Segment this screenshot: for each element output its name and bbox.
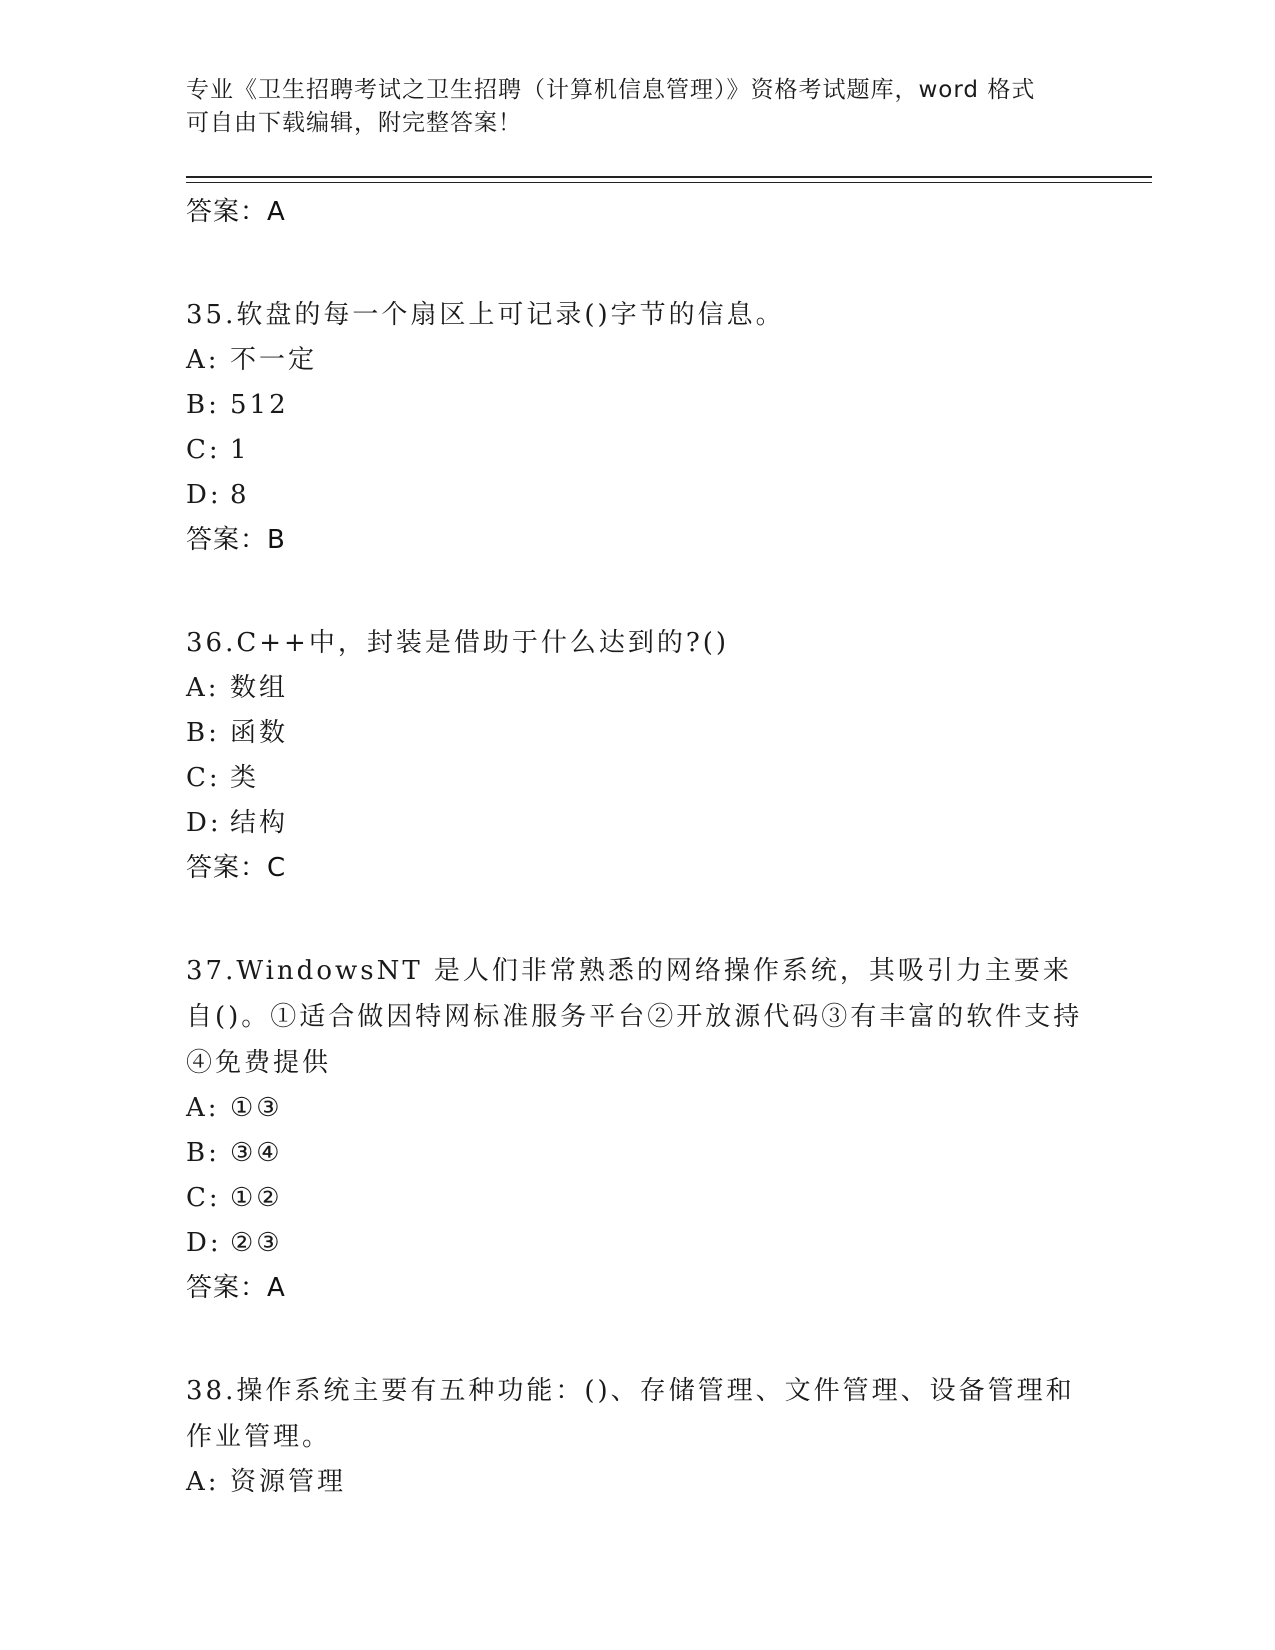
option-text: 1 [230,435,250,465]
option-key: D: [186,480,222,510]
option-b [186,711,1086,756]
question-text: 35.软盘的每一个扇区上可记录()字节的信息。 [186,300,785,330]
option-text: 函数 [230,718,289,748]
option-a [186,1086,1086,1131]
option-key: C: [186,763,221,793]
option-c [186,756,1086,801]
option-d [186,473,1086,518]
option-d [186,801,1086,846]
header-line-2: 可自由下载编辑，附完整答案！ [186,110,522,136]
header-divider-thin [186,182,1152,183]
option-key: A: [186,345,220,375]
option-text: 类 [230,763,260,793]
option-key: C: [186,435,221,465]
option-text: 资源管理 [230,1467,347,1497]
answer-line: 答案：A [186,1273,286,1303]
option-key: D: [186,1228,222,1258]
option-key: B: [186,390,220,420]
option-key: A: [186,673,220,703]
option-key: B: [186,1138,220,1168]
option-text: 结构 [230,808,289,838]
option-text: 不一定 [230,345,318,375]
page-header [186,74,1066,140]
question-text: 37.WindowsNT 是人们非常熟悉的网络操作系统，其吸引力主要来自()。①适合做因特网标准服务平台②开放源代码③有丰富的软件支持④免费提供 [186,956,1083,1078]
option-key: A: [186,1467,220,1497]
spacer [186,234,1086,292]
option-c [186,1176,1086,1221]
question-block [186,620,1086,890]
option-b [186,1131,1086,1176]
question-text: 36.C++中，封装是借助于什么达到的?() [186,628,730,658]
question-block [186,292,1086,562]
answer-line: 答案：C [186,853,287,883]
option-text: ①③ [230,1093,283,1123]
option-text: 512 [230,390,289,420]
option-key: D: [186,808,222,838]
spacer [186,562,1086,620]
option-text: 8 [230,480,250,510]
option-b [186,383,1086,428]
previous-answer: 答案：A [186,197,286,227]
answer-line: 答案：B [186,525,286,555]
option-key: C: [186,1183,221,1213]
question-list [186,190,1086,1505]
question-block [186,1368,1086,1505]
question-block [186,948,1086,1310]
option-key: A: [186,1093,220,1123]
option-text: ③④ [230,1138,283,1168]
option-a [186,666,1086,711]
question-text: 38.操作系统主要有五种功能：()、存储管理、文件管理、设备管理和作业管理。 [186,1376,1075,1452]
header-line-1: 专业《卫生招聘考试之卫生招聘（计算机信息管理）》资格考试题库，word 格式 [186,77,1036,103]
option-a [186,338,1086,383]
option-c [186,428,1086,473]
option-key: B: [186,718,220,748]
option-text: ①② [230,1183,283,1213]
option-d [186,1221,1086,1266]
spacer [186,890,1086,948]
spacer [186,1310,1086,1368]
option-text: ②③ [230,1228,283,1258]
option-text: 数组 [230,673,289,703]
header-divider-thick [186,176,1152,178]
option-a [186,1460,1086,1505]
